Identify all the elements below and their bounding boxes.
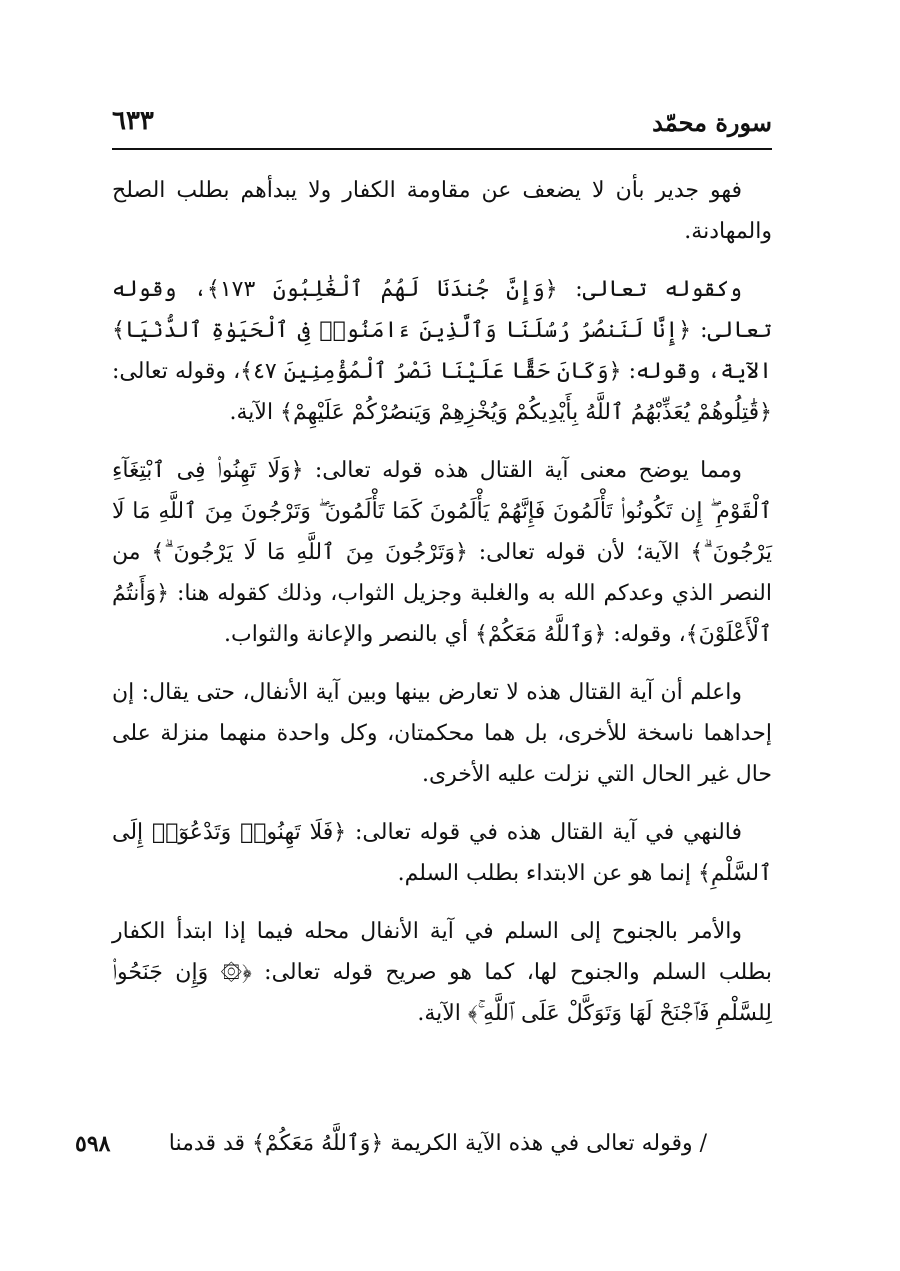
- surah-title: سورة محمّد: [652, 108, 772, 137]
- original-page-number: ٥٩٨: [75, 1131, 111, 1157]
- page-footer: [75, 1124, 707, 1164]
- paragraph: فالنهي في آية القتال هذه في قوله تعالى: ﴿فَلَا تَهِنُوا۟ وَتَدْعُوٓا۟ إِلَى ٱلسَّلْمِ﴾ إنما هو عن الابتداء بطلب السلم.: [112, 820, 772, 886]
- paragraph: واعلم أن آية القتال هذه لا تعارض بينها وبين آية الأنفال، حتى يقال: إن إحداهما ناسخة للأخرى، بل هما محكمتان، وكل واحدة منهما منزلة على حال غير الحال التي نزلت عليه الأخرى.: [112, 680, 772, 787]
- page-header: [112, 100, 772, 150]
- paragraph: فهو جدير بأن لا يضعف عن مقاومة الكفار ولا يبدأهم بطلب الصلح والمهادنة.: [112, 178, 772, 244]
- page-number: ٦٣٣: [112, 106, 154, 136]
- footer-text: / وقوله تعالى في هذه الآية الكريمة ﴿وَٱللَّهُ مَعَكُمْ﴾ قد قدمنا: [168, 1131, 707, 1156]
- paragraph: والأمر بالجنوح إلى السلم في آية الأنفال محله فيما إذا ابتدأ الكفار بطلب السلم والجنوح لها، كما هو صريح قوله تعالى: ﴿۞ وَإِن جَنَحُوا۟ لِلسَّلْمِ فَٱجْنَحْ لَهَا وَتَوَكَّلْ عَلَى ٱللَّهِ ۚ﴾ الآية.: [112, 919, 772, 1026]
- paragraph: ومما يوضح معنى آية القتال هذه قوله تعالى: ﴿وَلَا تَهِنُوا۟ فِى ٱبْتِغَآءِ ٱلْقَوْمِ ۖ إِن تَكُونُوا۟ تَأْلَمُونَ فَإِنَّهُمْ يَأْلَمُونَ كَمَا تَأْلَمُونَ ۖ وَتَرْجُونَ مِنَ ٱللَّهِ مَا لَا يَرْجُونَ ۗ﴾ الآية؛ لأن قوله تعالى: ﴿وَتَرْجُونَ مِنَ ٱللَّهِ مَا لَا يَرْجُونَ ۗ﴾ من النصر الذي وعدكم الله به والغلبة وجزيل الثواب، وذلك كقوله هنا: ﴿وَأَنتُمُ ٱلْأَعْلَوْنَ﴾، وقوله: ﴿وَٱللَّهُ مَعَكُمْ﴾ أي بالنصر والإعانة والثواب.: [112, 458, 772, 647]
- page: [112, 100, 772, 1051]
- page-body: [112, 170, 772, 1034]
- paragraph: وكقوله تعالى: ﴿وَإِنَّ جُندَنَا لَهُمُ ٱلْغَٰلِبُونَ ١٧٣﴾، وقوله تعالى: ﴿إِنَّا لَنَنصُرُ رُسُلَنَا وَٱلَّذِينَ ءَامَنُوا۟ فِى ٱلْحَيَوٰةِ ٱلدُّنْيَا﴾ الآية، وقوله: ﴿وَكَانَ حَقًّا عَلَيْنَا نَصْرُ ٱلْمُؤْمِنِينَ ٤٧﴾، وقوله تعالى: ﴿قَٰتِلُوهُمْ يُعَذِّبْهُمُ ٱللَّهُ بِأَيْدِيكُمْ وَيُخْزِهِمْ وَيَنصُرْكُمْ عَلَيْهِمْ﴾ الآية.: [112, 277, 772, 425]
